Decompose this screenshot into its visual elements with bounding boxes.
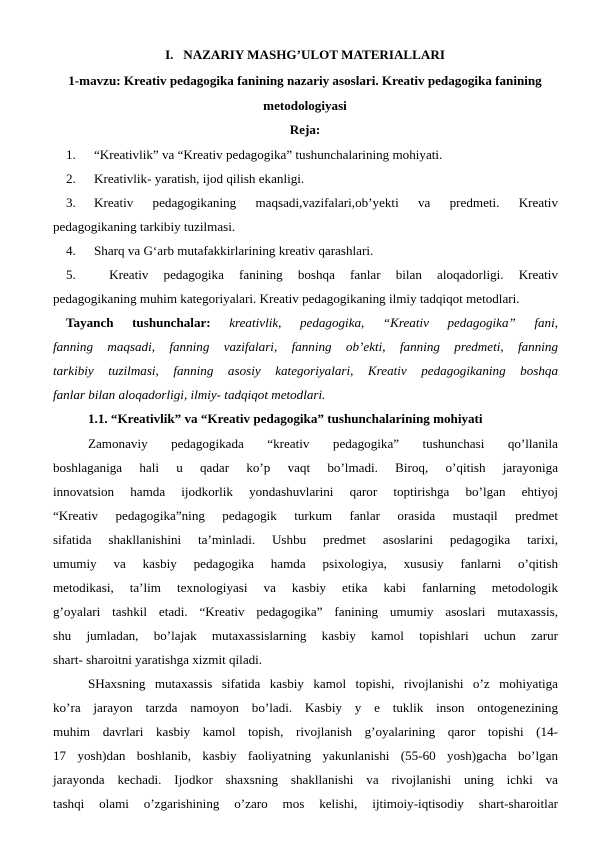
plan-item — [66, 266, 558, 284]
paragraph-line: metodikasi, ta’lim texnologiyasi va kasbiy etika kabi fanlarning metodologik — [53, 580, 558, 595]
keywords-line: fanning maqsadi, fanning vazifalari, fanning ob’ekti, fanning predmeti, fanning — [53, 339, 558, 354]
topic-title-line-1 — [40, 72, 570, 90]
topic-title-part-2: Kreativ pedagogika fanining — [381, 73, 542, 88]
plan-item — [66, 170, 558, 188]
plan-title: Reja: — [289, 122, 321, 137]
plan-item — [66, 242, 558, 260]
paragraph-line: tashqi olami o’zgarishining o’zaro mos kelishi, ijtimoiy-iqtisodiy shart-sharoitlar — [53, 796, 558, 811]
plan-item-text: Sharq va G‘arb mutafakkirlarining kreativ qarashlari. — [94, 243, 374, 258]
paragraph-line: jarayonda kechadi. Ijodkor shaxsning shakllanishi va rivojlanishi uning ichki va — [53, 772, 558, 787]
keywords-label: Tayanch tushunchalar: — [66, 315, 211, 330]
plan-item-number: 5. — [66, 267, 76, 282]
keywords-text: kreativlik, pedagogika, “Kreativ pedagogika” fani, — [229, 315, 558, 330]
plan-item-text: Kreativ pedagogika fanining boshqa fanlar bilan aloqadorligi. Kreativ — [94, 267, 558, 282]
paragraph-line: Zamonaviy pedagogikada “kreativ pedagogika” tushunchasi qo’llanila — [88, 436, 558, 451]
plan-item-number: 2. — [66, 171, 76, 186]
keywords-line — [66, 314, 558, 332]
plan-item-number: 4. — [66, 243, 76, 258]
topic-title-part-1: 1-mavzu: Kreativ pedagogika fanining nazariy asoslari — [68, 73, 376, 88]
paragraph-line: “Kreativ pedagogika”ning pedagogik turkum fanlar orasida mustaqil predmet — [53, 508, 558, 523]
paragraph-line: muhim davrlari kasbiy kamol topish, rivojlanish g’oyalarining qaror topishi (14- — [53, 724, 558, 739]
plan-item-number: 1. — [66, 147, 76, 162]
plan-item-text: “Kreativlik” va “Kreativ pedagogika” tushunchalarining mohiyati. — [94, 147, 443, 162]
plan-item-text: Kreativlik- yaratish, ijod qilish ekanligi. — [94, 171, 305, 186]
paragraph-line: boshlaganiga hali u qadar ko’p vaqt bo’lmadi. Biroq, o’qitish jarayoniga — [53, 460, 558, 475]
plan-item — [66, 194, 558, 212]
section-heading: I. NAZARIY MASHG’ULOT MATERIALLARI — [165, 47, 445, 62]
subsection-title: 1.1. “Kreativlik” va “Kreativ pedagogika” tushunchalarining mohiyati — [88, 411, 483, 426]
keywords-line: tarkibiy tuzilmasi, fanning asosiy kategoriyalari, Kreativ pedagogikaning boshqa — [53, 363, 558, 378]
paragraph-line: shart- sharoitni yaratishga xizmit qiladi. — [53, 652, 263, 667]
plan-item-continuation: pedagogikaning muhim kategoriyalari. Kreativ pedagogikaning ilmiy tadqiqot metodlari. — [53, 291, 520, 306]
paragraph-line: 17 yosh)dan boshlanib, kasbiy faoliyatning yakunlanishi (55-60 yosh)gacha bo’lgan — [53, 748, 558, 763]
paragraph-line: umumiy va kasbiy pedagogika hamda psixologiya, xususiy fanlarni o’qitish — [53, 556, 558, 571]
keywords-line: fanlar bilan aloqadorligi, ilmiy- tadqiqot metodlari. — [53, 387, 326, 402]
plan-item-number: 3. — [66, 195, 76, 210]
paragraph-line: SHaxsning mutaxassis sifatida kasbiy kamol topishi, rivojlanishi o’z mohiyatiga — [88, 676, 558, 691]
paragraph-line: shu jumladan, bo’lajak mutaxassislarning kasbiy kamol topishlari uchun zarur — [53, 628, 558, 643]
paragraph-line: innovatsion hamda ijodkorlik yondashuvlarini qaror toptirishga bo’lgan ehtiyoj — [53, 484, 558, 499]
plan-item — [66, 146, 558, 164]
topic-title-separator: . — [375, 73, 382, 88]
paragraph-line: g’oyalari tashkil etadi. “Kreativ pedagogika” fanining umumiy asoslari mutaxassis, — [53, 604, 558, 619]
paragraph-line: ko’ra jarayon tarzda namoyon bo’ladi. Kasbiy y e tuklik inson ontogenezining — [53, 700, 558, 715]
topic-title-line-2: metodologiyasi — [263, 98, 347, 113]
paragraph-line: sifatida shakllanishini ta’minladi. Ushbu predmet asoslarini pedagogika tarixi, — [53, 532, 558, 547]
plan-item-text: Kreativ pedagogikaning maqsadi,vazifalari,ob’yekti va predmeti. Kreativ — [94, 195, 558, 210]
plan-item-continuation: pedagogikaning tarkibiy tuzilmasi. — [53, 219, 236, 234]
